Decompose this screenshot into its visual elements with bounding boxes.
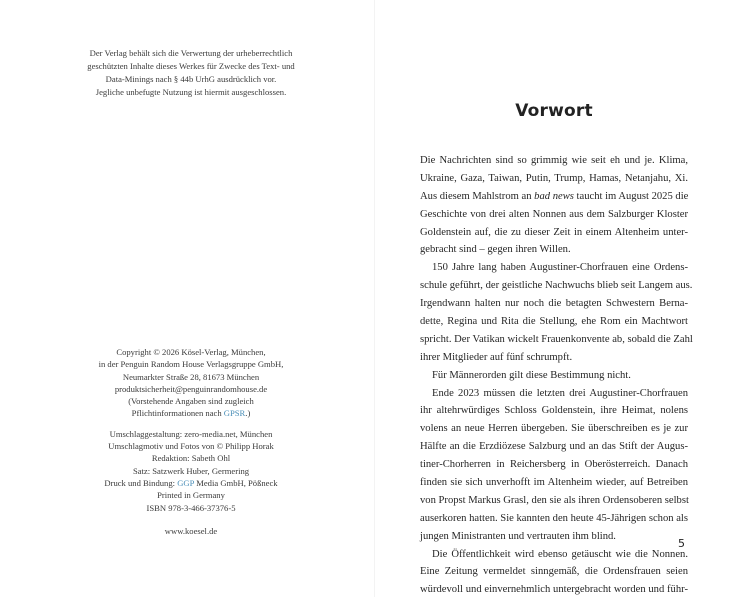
imprint-typesetting: Satz: Satzwerk Huber, Germering: [132, 465, 250, 476]
book-gutter: [374, 0, 375, 597]
body-line: von Propst Markus Grasl, den sie als ihren Ordensoberen selbst: [420, 494, 689, 506]
chapter-title: Vorwort: [515, 101, 593, 121]
imprint-note-line2: [60, 407, 322, 419]
legal-notice-line: Data-Minings nach § 44b UrhG ausdrücklich vor.: [105, 74, 277, 84]
imprint-note-suffix: .): [245, 408, 251, 419]
body-line: ihr altehrwürdiges Schloss Goldenstein, ihre Heimat, nolens: [420, 405, 688, 417]
imprint-address: Neumarkter Straße 28, 81673 München: [122, 371, 260, 382]
body-line: [420, 188, 688, 206]
body-line: Geschichte von drei alten Nonnen aus dem Salzburger Kloster: [420, 208, 688, 220]
imprint-block: [60, 346, 322, 537]
imprint-spacer: [60, 420, 322, 428]
body-text: [420, 152, 693, 599]
legal-notice-line: Der Verlag behält sich die Verwertung der urheberrechtlich: [89, 48, 293, 58]
imprint-isbn: ISBN 978-3-466-37376-5: [146, 502, 236, 513]
imprint-note-line1: (Vorstehende Angaben sind zugleich: [128, 396, 254, 407]
body-line-segment: Aus diesem Mahlstrom an: [420, 190, 535, 202]
imprint-email: produktsicherheit@penguinrandomhouse.de: [114, 383, 268, 394]
body-line: auserkoren hatten. Sie kannten den heute 45-Jährigen schon als: [420, 512, 688, 524]
gpsr-abbreviation: GPSR: [223, 408, 246, 419]
imprint-copyright: Copyright © 2026 Kösel-Verlag, München,: [116, 347, 266, 357]
imprint-printed-in: Printed in Germany: [157, 490, 225, 501]
legal-notice-line: Jegliche unbefugte Nutzung ist hiermit ausgeschlossen.: [95, 87, 287, 97]
imprint-printing-suffix: Media GmbH, Pößneck: [194, 477, 278, 488]
body-line: gebracht sind – gegen ihren Willen.: [420, 244, 571, 256]
imprint-printing-prefix: Druck und Bindung:: [104, 477, 178, 488]
body-line: Ende 2023 müssen die letzten drei Augustiner-Chorfrauen: [432, 387, 688, 399]
ggp-abbreviation: GGP: [177, 477, 195, 488]
body-line: Die Nachrichten sind so grimmig wie seit eh und je. Klima,: [420, 155, 688, 166]
imprint-printing: [60, 477, 322, 489]
body-line: dette, Regina und Rita die Stellung, ehe Rom ein Machtwort: [420, 316, 688, 328]
body-line: schule geführt, der geistliche Nachwuchs blieb seit Langem aus.: [420, 280, 693, 292]
body-line: Die Öffentlichkeit wird ebenso getäuscht wie die Nonnen.: [432, 548, 688, 560]
body-line: Hälfte an die Erzdiözese Salzburg und an das Stift der Augus-: [420, 441, 688, 453]
body-line: würdevoll und einvernehmlich untergebracht worden und führ-: [420, 584, 688, 596]
body-line: 150 Jahre lang haben Augustiner-Chorfrauen eine Ordens-: [432, 262, 688, 274]
body-line: Irgendwann halten nur noch die betagten Schwestern Berna-: [420, 298, 688, 310]
body-line: Eine Zeitung vermeldet sinngemäß, die Ordensfrauen seien: [420, 566, 688, 578]
imprint-publisher-group: in der Penguin Random House Verlagsgruppe GmbH,: [98, 359, 284, 370]
tdm-legal-notice: [60, 47, 322, 99]
imprint-editing: Redaktion: Sabeth Ohl: [151, 453, 231, 464]
imprint-cover-motif: Umschlagmotiv und Fotos von © Philipp Horak: [108, 441, 274, 452]
body-line: volens an neue Herren übergeben. Sie überschreiben es je zur: [420, 423, 688, 435]
publisher-website: www.koesel.de: [164, 525, 218, 536]
imprint-cover-design: Umschlaggestaltung: zero-media.net, München: [109, 428, 273, 439]
body-line: ihrer Mitglieder auf fünf schrumpft.: [420, 351, 573, 363]
imprint-note-prefix: Pflichtinformationen nach: [131, 408, 224, 419]
legal-notice-line: geschützten Inhalte dieses Werkes für Zwecke des Text- und: [87, 61, 295, 71]
page-number: 5: [678, 537, 685, 550]
body-line: finden sie sich unverhofft im Altenheim wieder, auf Betreiben: [420, 477, 688, 489]
body-line: Goldenstein auf, die zu dieser Zeit in einem Altenheim unter-: [420, 226, 688, 238]
body-line: jungen Ministranten und vertrauten ihm blind.: [420, 530, 616, 542]
body-line: spricht. Der Vatikan wickelt Frauenkonvente ab, sobald die Zahl: [420, 333, 693, 345]
body-line: Ukraine, Gaza, Taiwan, Putin, Trump, Hamas, Netanjahu, Xi.: [420, 172, 688, 184]
body-line: Für Männerorden gilt diese Bestimmung nicht.: [432, 369, 631, 381]
body-line: tiner-Chorherren in Reichersberg in Oberösterreich. Danach: [420, 459, 688, 471]
emphasized-phrase: bad news: [534, 190, 574, 202]
body-line-segment: taucht im August 2025 die: [573, 190, 689, 202]
